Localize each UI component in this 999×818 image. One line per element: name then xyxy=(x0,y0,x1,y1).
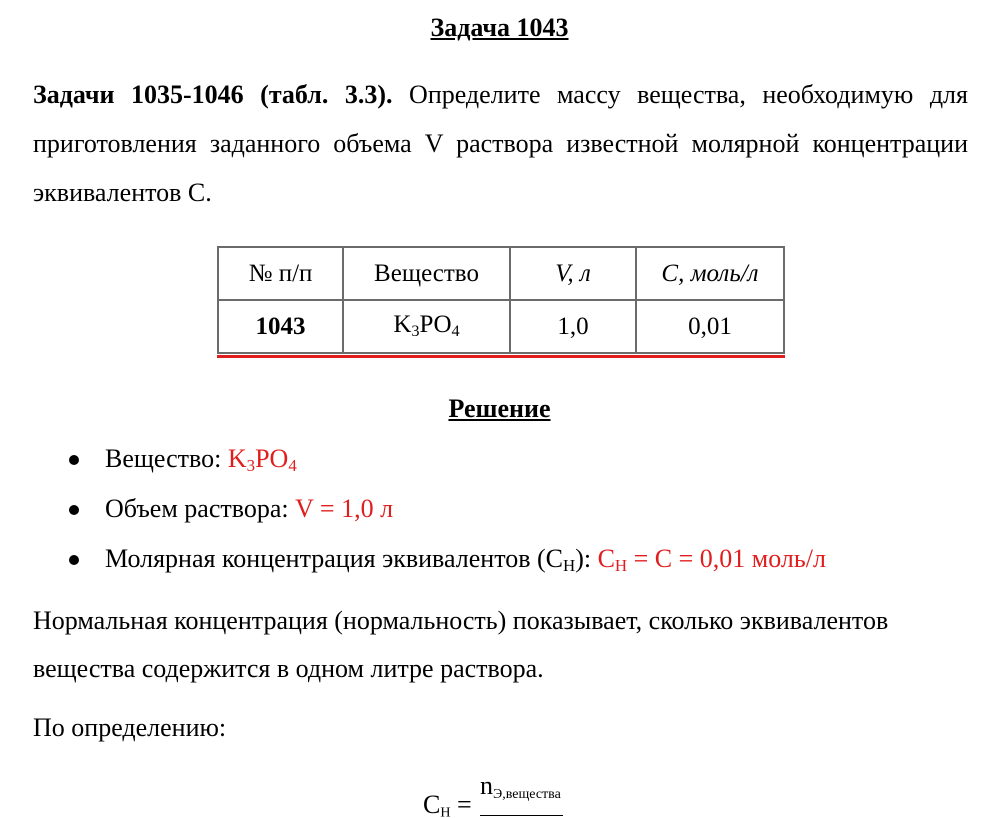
formula-numerator: $n_{Э,вещества}$ xyxy=(480,768,563,816)
table-cell-substance: $K_3PO_4$ xyxy=(343,300,510,353)
paragraph-definition: По определению: xyxy=(33,713,227,742)
formula-lhs: $С_Н$ = xyxy=(423,790,472,818)
table-cell-volume: 1,0 xyxy=(510,300,636,353)
red-underline xyxy=(217,355,785,358)
task-text: Определите массу вещества, необходимую для приготовления заданного объема V раствора известной молярной концентрации эквивалентов С. xyxy=(33,80,968,207)
paragraph-normality: Нормальная концентрация (нормальность) показывает, сколько эквивалентов вещества содержится в одном литре раствора. xyxy=(33,606,889,683)
givens-list xyxy=(0,436,826,586)
problem-title: Задача 1043 xyxy=(430,13,569,42)
list-item: Объем раствора: V = 1,0 л xyxy=(0,486,826,536)
list-item: Молярная концентрация эквивалентов $(С_Н)$: $С_Н = С = 0,01$ моль/л xyxy=(0,536,826,586)
table-row xyxy=(218,300,784,353)
table-cell-number: 1043 xyxy=(218,300,343,353)
solution-heading: Решение xyxy=(448,394,551,423)
table-header-cell: Вещество xyxy=(343,247,510,300)
bullet-icon xyxy=(69,455,79,465)
bullet-icon xyxy=(69,505,79,515)
table-cell-concentration: 0,01 xyxy=(636,300,784,353)
data-table-wrapper xyxy=(217,246,785,354)
table-header-cell: V, л xyxy=(510,247,636,300)
table-header-cell: C, моль/л xyxy=(636,247,784,300)
table-header-cell: № п/п xyxy=(218,247,343,300)
task-lead: Задачи 1035-1046 (табл. 3.3). xyxy=(33,80,393,109)
list-item: Вещество: $K_3PO_4$ xyxy=(0,436,826,486)
bullet-icon xyxy=(69,555,79,565)
task-statement xyxy=(33,70,968,217)
table-header-row xyxy=(218,247,784,300)
data-table xyxy=(217,246,785,354)
